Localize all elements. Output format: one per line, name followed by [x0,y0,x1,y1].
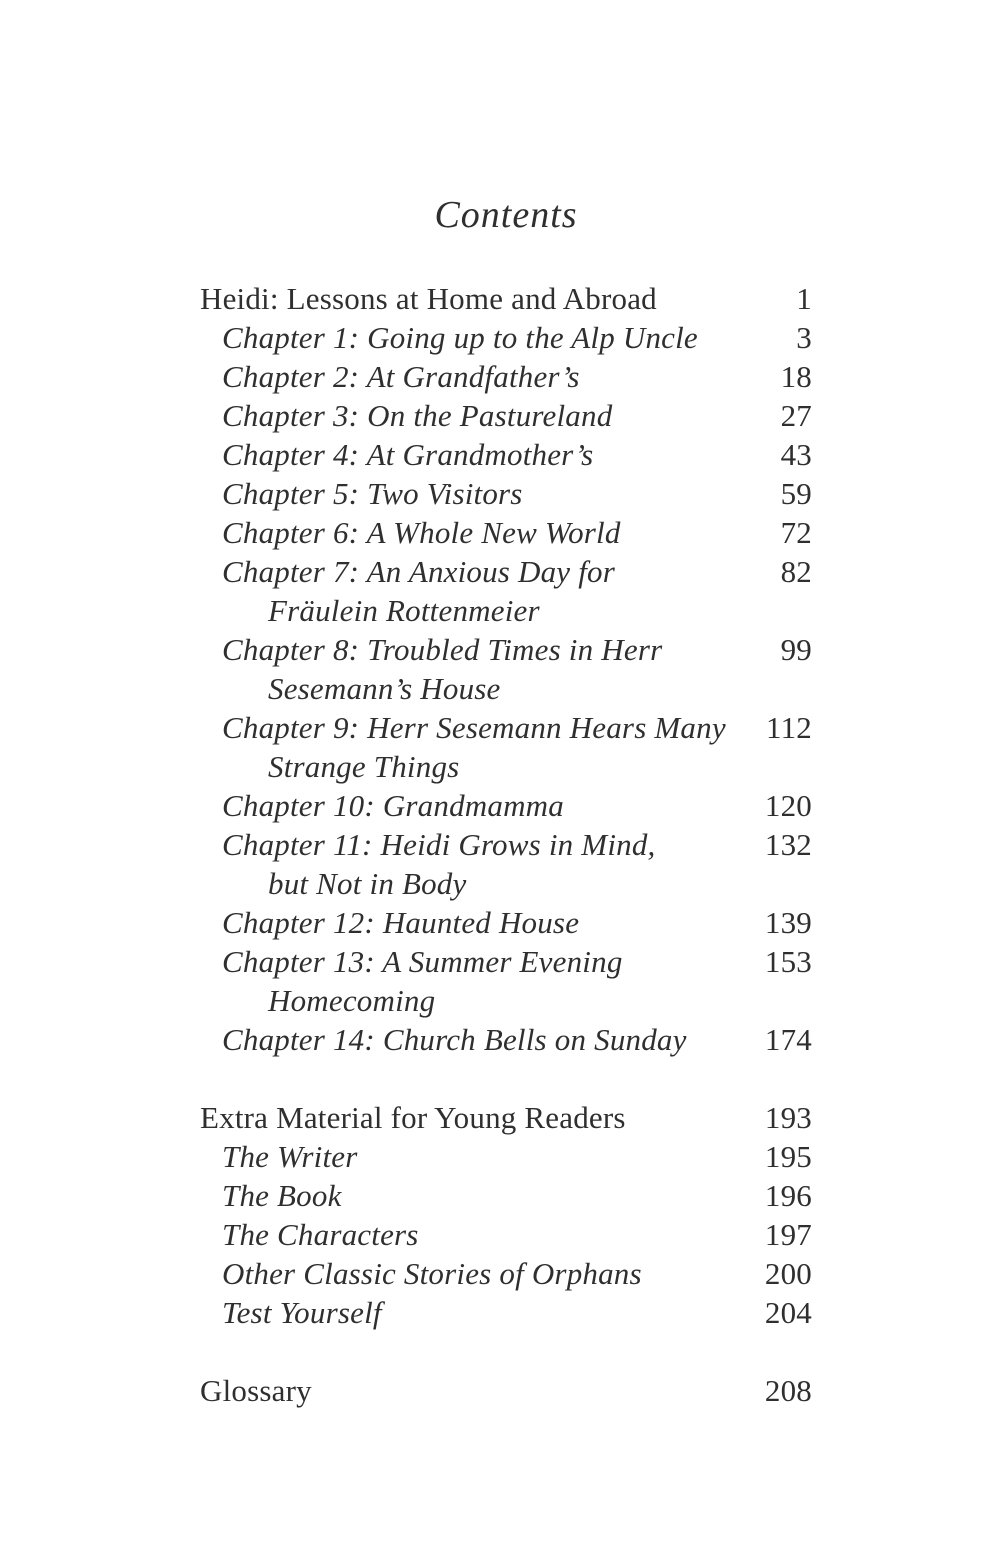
toc-entry-text: Glossary [200,1373,312,1408]
toc-entry-text: Chapter 11: Heidi Grows in Mind, [222,827,656,862]
toc-entry-page-number: 139 [764,905,812,940]
toc-entry-text-continued: Sesemann’s House [268,671,501,706]
toc-entry-page-number: 112 [766,710,812,745]
toc-entry-text: Chapter 5: Two Visitors [222,476,523,511]
toc-entry-title [200,903,748,942]
toc-entry-title [200,1293,748,1332]
toc-entry [200,630,812,708]
toc-entry-text-continued: but Not in Body [268,866,467,901]
toc-entry-page-number: 196 [764,1178,812,1213]
toc-entry [200,1371,812,1410]
toc-entry-title [200,1254,748,1293]
toc-entry-page-number: 82 [780,554,812,589]
toc-entry-text: Heidi: Lessons at Home and Abroad [200,281,657,316]
toc-entry [200,903,812,942]
toc-entry-title [200,474,748,513]
toc-entry [200,1215,812,1254]
toc-entry-text: Chapter 9: Herr Sesemann Hears Many [222,710,726,745]
toc-entry-text: Chapter 10: Grandmamma [222,788,564,823]
toc-entry-text: The Characters [222,1217,419,1252]
toc-entry-title [200,1098,748,1137]
toc-entry-title [200,708,748,786]
toc-entry-title [200,1176,748,1215]
toc-entry-text: Chapter 13: A Summer Evening [222,944,623,979]
toc-entry-page-number: 174 [764,1022,812,1057]
toc-entry [200,825,812,903]
toc-entry-title [200,1371,748,1410]
toc-entry-title [200,513,748,552]
toc-entry-page-number: 193 [764,1100,812,1135]
toc-entry-page-number: 204 [764,1295,812,1330]
toc-entry-page-number: 200 [764,1256,812,1291]
toc-entry [200,786,812,825]
toc-entry-page-number: 3 [796,320,812,355]
toc-entry-title [200,942,748,1020]
toc-entry-page-number: 120 [764,788,812,823]
toc-entry-text: Chapter 3: On the Pastureland [222,398,613,433]
toc-entry [200,1137,812,1176]
toc-entry [200,1020,812,1059]
toc-entry [200,357,812,396]
toc-entry-title [200,630,748,708]
toc-entry-title [200,435,748,474]
toc-entry-title [200,786,748,825]
toc-entry-page-number: 43 [780,437,812,472]
toc-entry [200,279,812,318]
toc-entry [200,318,812,357]
toc-entry [200,1098,812,1137]
toc-entry-title [200,552,748,630]
toc-entry-page-number: 153 [764,944,812,979]
toc-entry-page-number: 132 [764,827,812,862]
toc-entry-text: Extra Material for Young Readers [200,1100,626,1135]
toc-entry-text: Chapter 7: An Anxious Day for [222,554,615,589]
toc-entry-text: The Book [222,1178,342,1213]
toc-entry-title [200,1020,748,1059]
toc-entry-title [200,1137,748,1176]
toc-entry-title [200,1215,748,1254]
section-gap [200,1332,812,1371]
table-of-contents [200,279,812,1410]
toc-entry-title [200,279,748,318]
toc-entry-text: Chapter 4: At Grandmother’s [222,437,594,472]
toc-entry [200,435,812,474]
toc-entry [200,1176,812,1215]
toc-entry-text: Chapter 12: Haunted House [222,905,580,940]
toc-entry-page-number: 197 [764,1217,812,1252]
toc-entry-text: Chapter 6: A Whole New World [222,515,621,550]
section-gap [200,1059,812,1098]
toc-entry-text-continued: Fräulein Rottenmeier [268,593,540,628]
toc-entry-text-continued: Homecoming [268,983,436,1018]
toc-entry [200,942,812,1020]
toc-entry [200,474,812,513]
toc-entry-title [200,318,748,357]
toc-entry-text: Chapter 14: Church Bells on Sunday [222,1022,687,1057]
toc-entry-text: Chapter 2: At Grandfather’s [222,359,580,394]
toc-entry-page-number: 59 [780,476,812,511]
toc-entry-text: Chapter 1: Going up to the Alp Uncle [222,320,698,355]
toc-entry-title [200,825,748,903]
toc-entry [200,708,812,786]
toc-entry-title [200,396,748,435]
toc-entry [200,1293,812,1332]
toc-entry-text: Other Classic Stories of Orphans [222,1256,642,1291]
page-title: Contents [434,194,578,236]
toc-entry-page-number: 18 [780,359,812,394]
toc-entry [200,1254,812,1293]
toc-entry-page-number: 27 [780,398,812,433]
toc-entry-page-number: 1 [796,281,812,316]
toc-entry [200,513,812,552]
toc-entry-page-number: 72 [780,515,812,550]
toc-entry [200,396,812,435]
toc-entry-title [200,357,748,396]
toc-entry-text: Chapter 8: Troubled Times in Herr [222,632,663,667]
toc-entry [200,552,812,630]
toc-entry-text-continued: Strange Things [268,749,460,784]
toc-entry-page-number: 208 [764,1373,812,1408]
toc-entry-text: The Writer [222,1139,358,1174]
toc-entry-page-number: 99 [780,632,812,667]
toc-entry-page-number: 195 [764,1139,812,1174]
toc-entry-text: Test Yourself [222,1295,382,1330]
